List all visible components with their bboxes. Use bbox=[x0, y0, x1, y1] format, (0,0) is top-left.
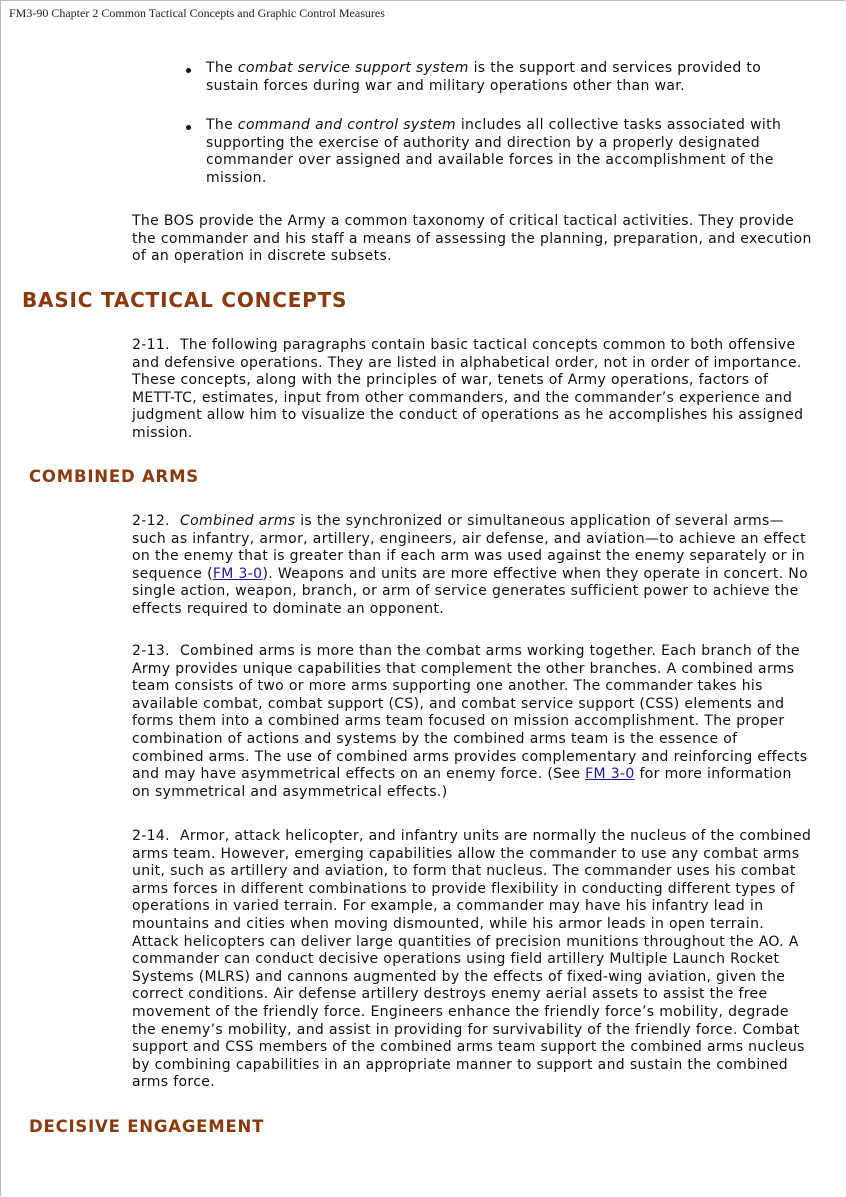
paragraph-text: ). Weapons and units are more effective when they operate in concert. No single action, weapon, branch, or arm of service generates sufficient power to achieve the effects required to dominate an opponent. bbox=[132, 565, 809, 617]
fm-3-0-link[interactable]: FM 3-0 bbox=[585, 766, 635, 783]
paragraph-number: 2-11. bbox=[132, 337, 170, 353]
paragraph-text: for more information on symmetrical and asymmetrical effects.) bbox=[132, 766, 792, 800]
paragraph-number: 2-13. bbox=[132, 643, 170, 659]
paragraph-2-14 bbox=[132, 828, 812, 1092]
bullet-text-pre: The bbox=[206, 60, 238, 76]
paragraph-text: Combined arms is more than the combat arms working together. Each branch of the Army provides unique capabilities that complement the other branches. A combined arms team consists of two or more arms supporting one another. The commander takes his available combat, combat support (CS), and combat service support (CSS) elements and forms them into a combined arms team focused on mission accomplishment. The proper combination of actions and systems by the combined arms team is the essence of combined arms. The use of combined arms provides complementary and reinforcing effects and may have asymmetrical effects on an enemy force. (See bbox=[132, 643, 808, 783]
defined-term: Combined arms bbox=[179, 513, 296, 529]
bos-paragraph: The BOS provide the Army a common taxonomy of critical tactical activities. They provide the commander and his staff a means of assessing the planning, preparation, and execution of an operation in discrete subsets. bbox=[132, 213, 812, 265]
paragraph-2-11 bbox=[132, 337, 812, 443]
bullet-term: combat service support system bbox=[237, 60, 469, 76]
heading-decisive-engagement: DECISIVE ENGAGEMENT bbox=[29, 1117, 265, 1136]
bullet-text-post: is the support and services provided to sustain forces during war and military operations other than war. bbox=[206, 60, 762, 94]
paragraph-text: is the synchronized or simultaneous application of several arms—such as infantry, armor, artillery, engineers, air defense, and aviation—to achieve an effect on the enemy that is greater than if each arm was used against the enemy separately or in sequence ( bbox=[132, 513, 806, 582]
paragraph-number: 2-12. bbox=[132, 513, 170, 529]
bos-bullet-list bbox=[186, 60, 786, 210]
bullet-term: command and control system bbox=[237, 117, 457, 134]
bullet-text-pre: The bbox=[206, 117, 238, 134]
paragraph-text: Armor, attack helicopter, and infantry units are normally the nucleus of the combined arms team. However, emerging capabilities allow the commander to use any combat arms unit, such as artillery and aviation, to form that nucleus. The commander uses his combat arms forces in different combinations to provide flexibility in conducting different types of operations in varied terrain. For example, a commander may have his infantry lead in mountains and cities when moving dismounted, while his armor leads in open terrain. Attack helicopters can deliver large quantities of precision munitions throughout the AO. A commander can conduct decisive operations using field artillery Multiple Launch Rocket Systems (MLRS) and cannons augmented by the effects of fixed-wing aviation, given the correct conditions. Air defense artillery destroys enemy aerial assets to assist the free movement of the friendly force. Engineers enhance the friendly force’s mobility, degrade the enemy’s mobility, and assist in providing for survivability of the friendly force. Combat support and CSS members of the combined arms team support the combined arms nucleus by combining capabilities in an appropriate manner to support and sustain the combined arms force. bbox=[132, 828, 812, 1091]
paragraph-2-13 bbox=[132, 643, 812, 801]
heading-basic-tactical-concepts: BASIC TACTICAL CONCEPTS bbox=[22, 288, 348, 312]
paragraph-number: 2-14. bbox=[132, 828, 170, 844]
heading-combined-arms: COMBINED ARMS bbox=[29, 467, 199, 486]
running-header: FM3-90 Chapter 2 Common Tactical Concepts and Graphic Control Measures bbox=[9, 6, 385, 20]
fm-3-0-link[interactable]: FM 3-0 bbox=[212, 565, 263, 582]
bullet-css-system bbox=[186, 60, 786, 95]
bullet-c2-system bbox=[186, 117, 786, 187]
bullet-text-post: includes all collective tasks associated with supporting the exercise of authority and direction by a properly designated commander over assigned and available forces in the accomplishment of the mission. bbox=[206, 117, 782, 186]
paragraph-2-12 bbox=[132, 513, 812, 619]
paragraph-text: The following paragraphs contain basic tactical concepts common to both offensive and defensive operations. They are listed in alphabetical order, not in order of importance. These concepts, along with the principles of war, tenets of Army operations, factors of METT-TC, estimates, input from other commanders, and the commander’s experience and judgment allow him to visualize the conduct of operations as he accomplishes his assigned mission. bbox=[132, 337, 804, 441]
